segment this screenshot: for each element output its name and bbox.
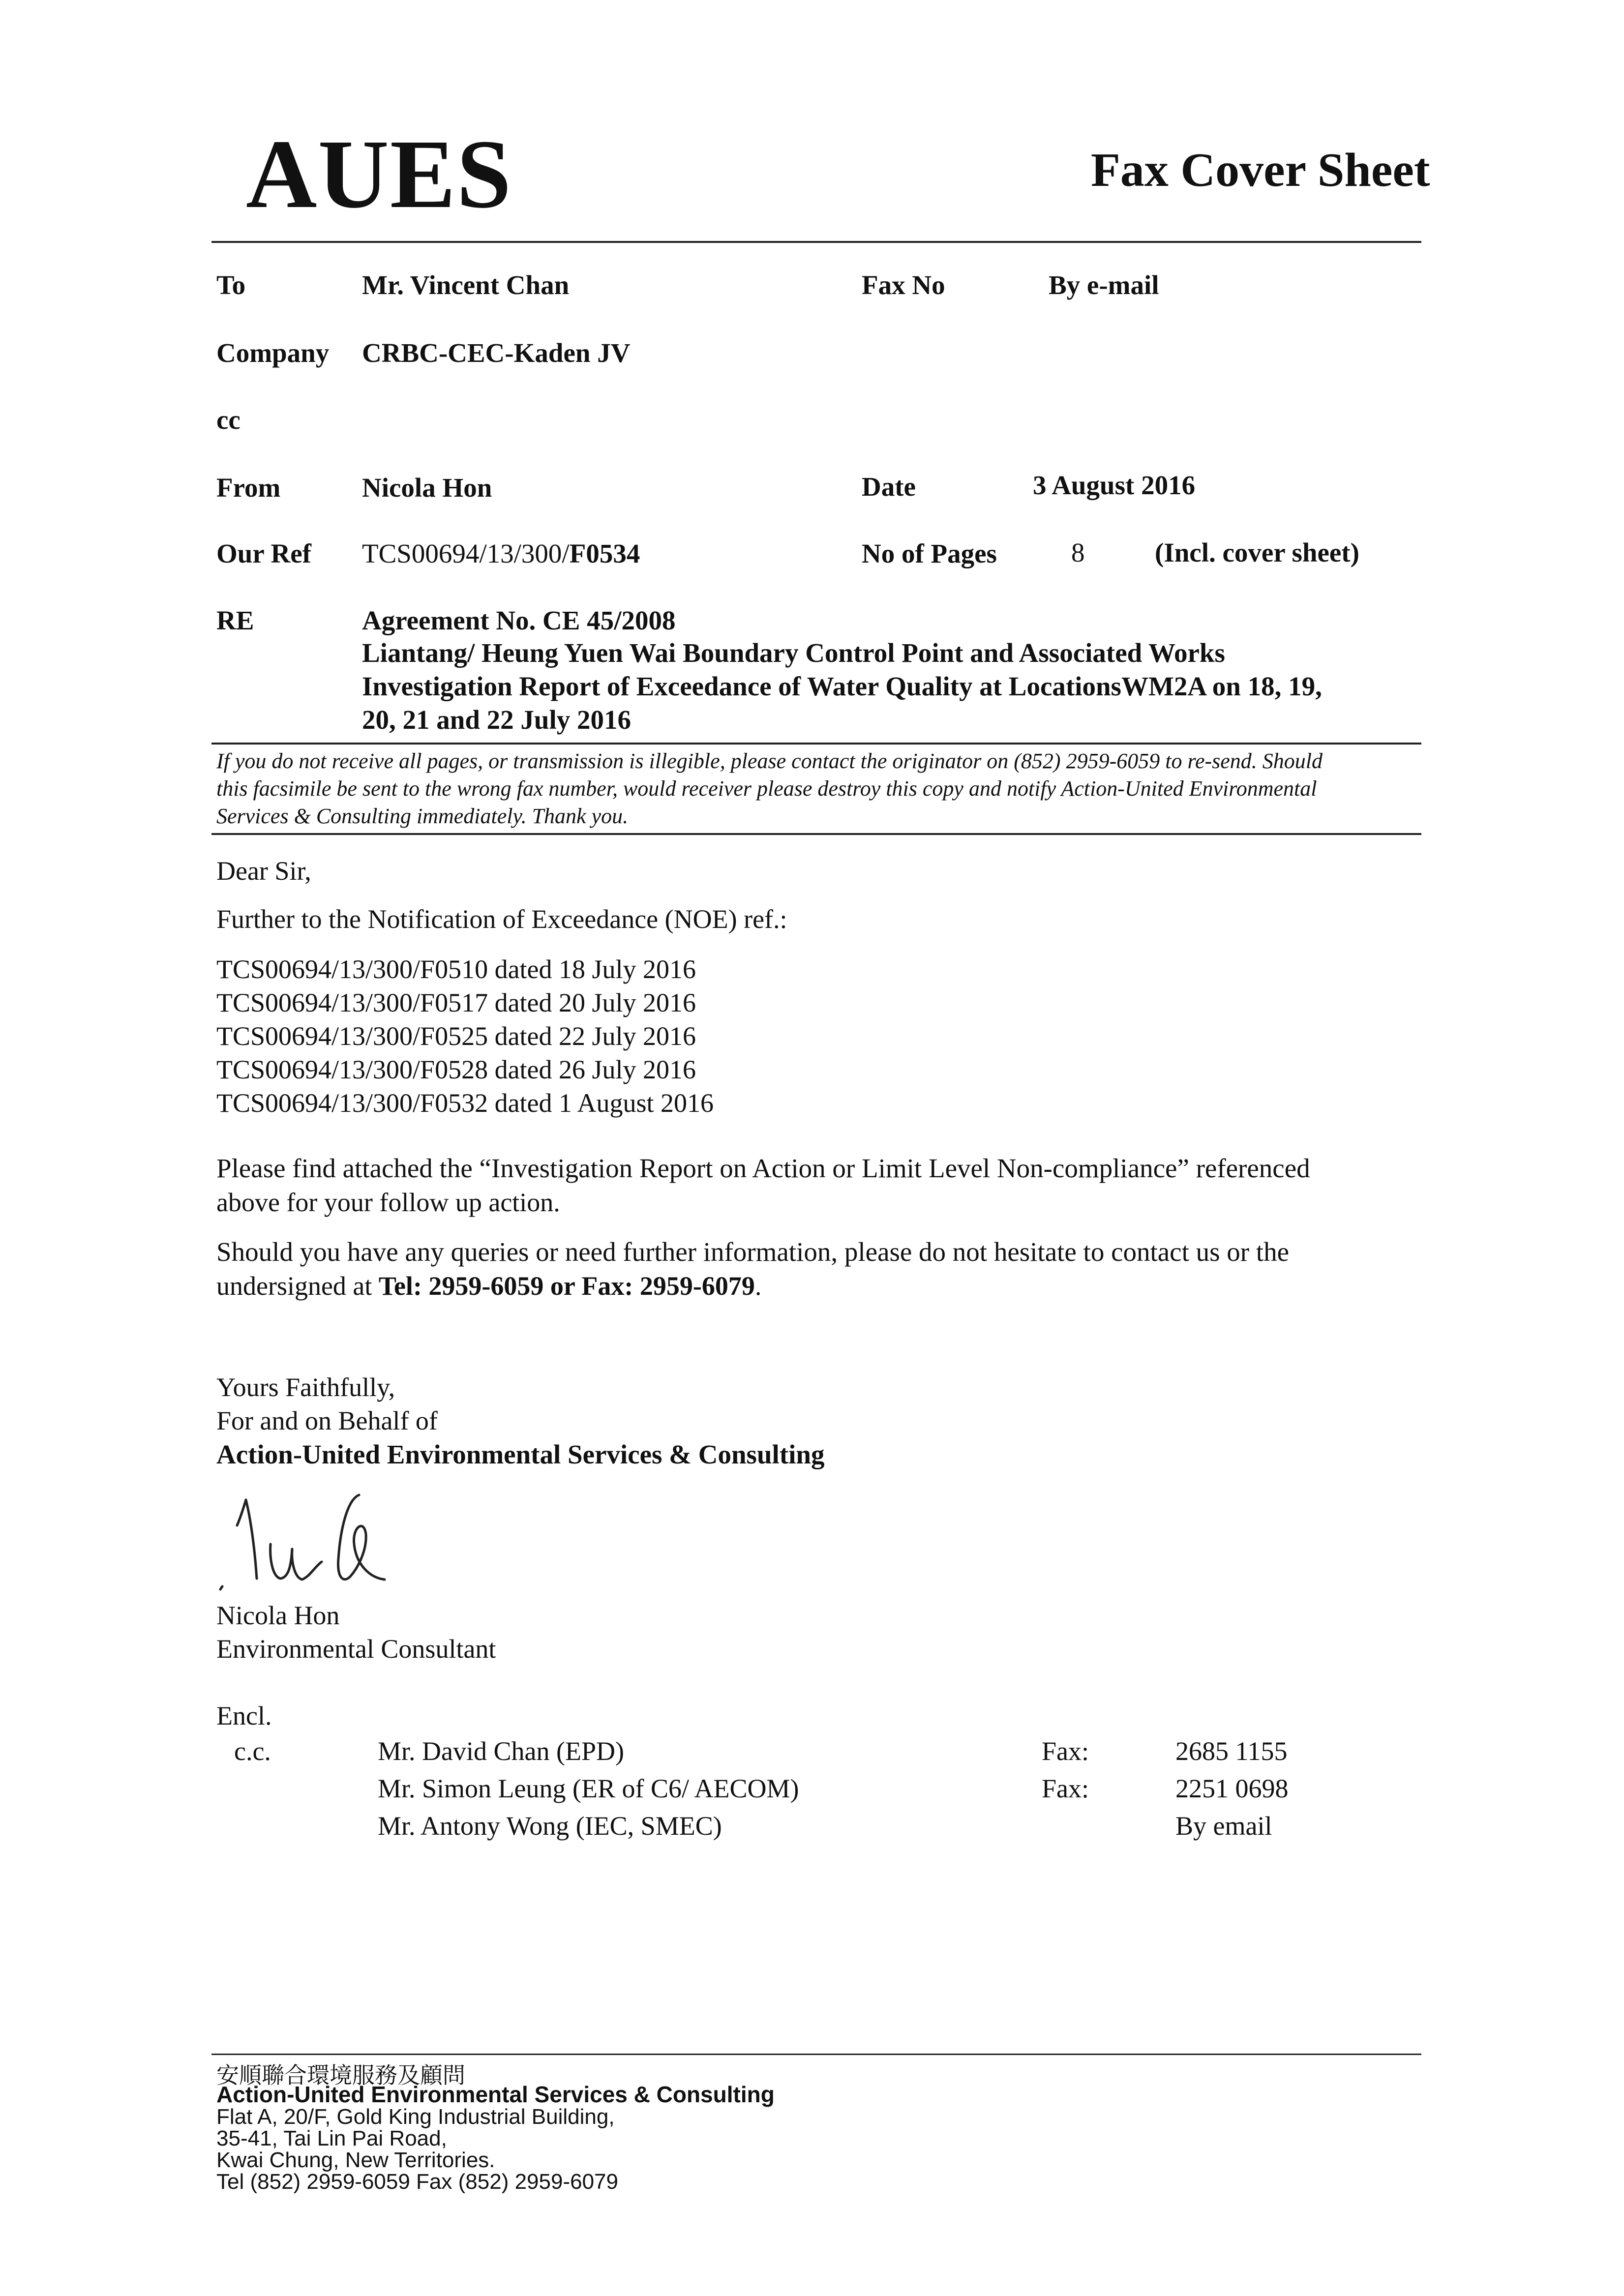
contact-numbers: Tel: 2959-6059 or Fax: 2959-6079 (378, 1271, 755, 1301)
cc-fax-label-1: Fax: (1042, 1736, 1089, 1766)
closing-line-2: For and on Behalf of (216, 1406, 438, 1435)
footer-address-3: Kwai Chung, New Territories. (216, 2148, 495, 2172)
intro-line: Further to the Notification of Exceedance (NOE) ref.: (216, 904, 787, 934)
fax-notice-line-2: this facsimile be sent to the wrong fax number, would receiver please destroy this copy and notify Action-United Environmental (216, 776, 1317, 801)
noe-ref-1: TCS00694/13/300/F0510 dated 18 July 2016 (216, 954, 696, 984)
re-line-1: Agreement No. CE 45/2008 (362, 605, 676, 635)
no-of-pages-label: No of Pages (862, 538, 997, 568)
cc-list-label: c.c. (234, 1736, 271, 1766)
notice-bottom-rule (211, 833, 1421, 835)
salutation: Dear Sir, (216, 856, 311, 886)
re-line-3: Investigation Report of Exceedance of Water Quality at LocationsWM2A on 18, 19, (362, 671, 1322, 701)
footer-chinese-name: 安順聯合環境服務及顧問 (216, 2062, 465, 2088)
paragraph-2-line-1: Should you have any queries or need further information, please do not hesitate to contact us or the (216, 1237, 1290, 1267)
our-ref-label: Our Ref (216, 538, 311, 568)
fax-no-value: By e-mail (1049, 270, 1159, 300)
to-label: To (216, 270, 246, 300)
footer-contact: Tel (852) 2959-6059 Fax (852) 2959-6079 (216, 2170, 618, 2194)
paragraph-1-line-2: above for your follow up action. (216, 1188, 560, 1217)
noe-ref-3: TCS00694/13/300/F0525 dated 22 July 2016 (216, 1021, 696, 1051)
cc-label: cc (216, 405, 241, 435)
re-line-4: 20, 21 and 22 July 2016 (362, 705, 632, 735)
company-value: CRBC-CEC-Kaden JV (362, 338, 631, 368)
noe-ref-2: TCS00694/13/300/F0517 dated 20 July 2016 (216, 988, 696, 1017)
fax-notice-line-1: If you do not receive all pages, or transmission is illegible, please contact the originator on (852) 2959-6059 to re-send. Should (216, 749, 1323, 773)
signer-name: Nicola Hon (216, 1601, 340, 1630)
cc-recipient-1: Mr. David Chan (EPD) (378, 1736, 624, 1766)
paragraph-2-suffix: . (754, 1271, 762, 1301)
paragraph-2-prefix: undersigned at (216, 1271, 379, 1301)
from-value: Nicola Hon (362, 473, 492, 503)
signature-image (211, 1480, 448, 1598)
cc-recipient-3: Mr. Antony Wong (IEC, SMEC) (378, 1811, 722, 1841)
company-label: Company (216, 338, 330, 368)
cc-fax-label-2: Fax: (1042, 1774, 1089, 1803)
footer-address-2: 35-41, Tai Lin Pai Road, (216, 2126, 447, 2150)
footer-rule (211, 2054, 1421, 2055)
date-label: Date (862, 472, 916, 502)
our-ref-prefix: TCS00694/13/300/ (362, 538, 570, 568)
our-ref-value (362, 538, 640, 569)
paragraph-1-line-1: Please find attached the “Investigation Report on Action or Limit Level Non-compliance” referenced (216, 1153, 1310, 1183)
re-label: RE (216, 605, 254, 635)
to-value: Mr. Vincent Chan (362, 270, 570, 300)
company-logo: AUES (246, 120, 512, 229)
closing-company: Action-United Environmental Services & Consulting (216, 1439, 825, 1469)
re-line-2: Liantang/ Heung Yuen Wai Boundary Control Point and Associated Works (362, 638, 1225, 668)
noe-ref-4: TCS00694/13/300/F0528 dated 26 July 2016 (216, 1055, 696, 1084)
no-of-pages-note: (Incl. cover sheet) (1155, 537, 1359, 567)
noe-ref-5: TCS00694/13/300/F0532 dated 1 August 2016 (216, 1088, 714, 1118)
header-rule (211, 241, 1421, 243)
cc-recipient-2: Mr. Simon Leung (ER of C6/ AECOM) (378, 1774, 799, 1803)
page-title: Fax Cover Sheet (1091, 144, 1430, 197)
our-ref-number: F0534 (569, 538, 640, 568)
date-value: 3 August 2016 (1033, 470, 1196, 500)
encl-label: Encl. (216, 1701, 272, 1730)
from-label: From (216, 473, 281, 503)
footer-address-1: Flat A, 20/F, Gold King Industrial Building, (216, 2105, 615, 2129)
cc-fax-1: 2685 1155 (1175, 1736, 1288, 1766)
cc-fax-3: By email (1175, 1811, 1272, 1841)
cc-fax-2: 2251 0698 (1175, 1774, 1289, 1803)
no-of-pages-value: 8 (1071, 537, 1085, 567)
notice-top-rule (211, 743, 1421, 745)
signer-title: Environmental Consultant (216, 1634, 496, 1664)
fax-notice-line-3: Services & Consulting immediately. Thank you. (216, 804, 629, 828)
footer-company: Action-United Environmental Services & Consulting (216, 2082, 775, 2107)
fax-no-label: Fax No (862, 270, 945, 300)
closing-line-1: Yours Faithfully, (216, 1372, 395, 1402)
paragraph-2-line-2 (216, 1271, 761, 1301)
